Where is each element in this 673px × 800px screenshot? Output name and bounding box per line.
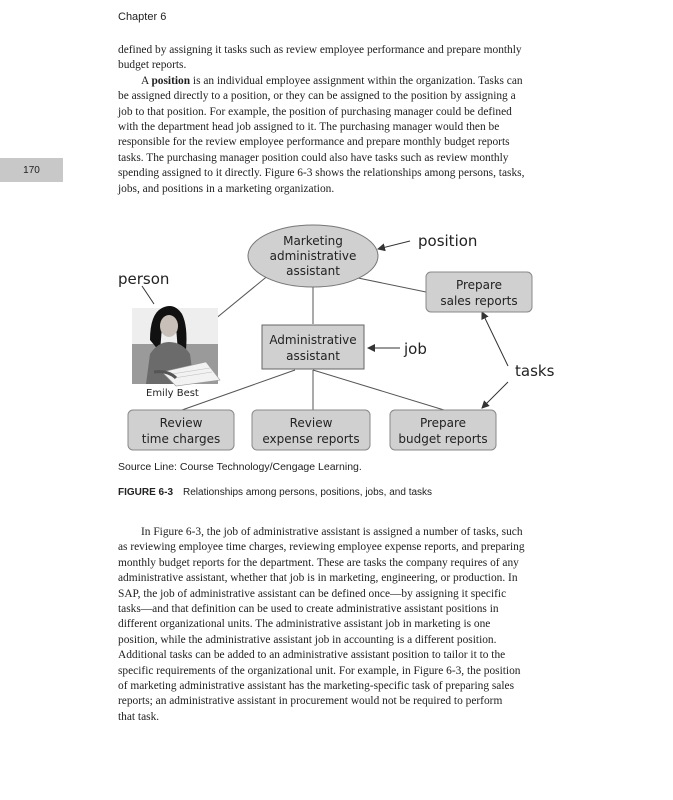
job-node-line: assistant <box>286 349 340 363</box>
text-line: as reviewing employee time charges, reviewing employee expense reports, and preparing <box>118 541 525 554</box>
text-line: job to that position. For example, the position of purchasing manager could be defined <box>118 105 512 118</box>
text-line: reports; an administrative assistant in procurement would not be required to perform <box>118 695 503 708</box>
position-node-line: assistant <box>286 264 340 278</box>
text-line: specific requirements of the organizational unit. For example, in Figure 6-3, the position <box>118 664 521 677</box>
link-position-sales <box>358 278 426 292</box>
task-line: sales reports <box>440 294 518 308</box>
task-line: expense reports <box>262 432 360 446</box>
position-node <box>248 225 378 287</box>
task-line: Prepare <box>455 278 503 292</box>
chapter-header: Chapter 6 <box>118 11 167 23</box>
text-line: defined by assigning it tasks such as review employee performance and prepare monthly <box>118 44 522 56</box>
task-prepare-budget-reports <box>390 410 496 450</box>
figure-caption <box>118 487 432 498</box>
text-line: responsible for the review employee performance and prepare monthly budget reports <box>118 136 510 149</box>
text-line: budget reports. <box>118 59 187 72</box>
job-node <box>262 325 364 369</box>
task-line: Review <box>159 416 203 430</box>
figure-6-3-diagram <box>110 222 560 462</box>
position-arrow <box>378 241 410 249</box>
text-line: monthly budget reports for the department. These are tasks the company requires of any <box>118 556 519 569</box>
text-line: tasks—and that definition can be used to create administrative assistant positions in <box>118 603 499 616</box>
figure-caption-text: Relationships among persons, positions, jobs, and tasks <box>183 487 433 498</box>
text-line: different organizational units. The administrative assistant job in marketing is one <box>118 618 491 631</box>
text-line: SAP, the job of administrative assistant can be defined once—by assigning it specific <box>118 587 507 600</box>
task-line: Prepare <box>419 416 467 430</box>
task-review-expense-reports <box>252 410 370 450</box>
body-paragraph-top <box>118 43 603 197</box>
text-line: A position is an individual employee assignment within the organization. Tasks can <box>141 74 523 87</box>
source-line: Source Line: Course Technology/Cengage Learning. <box>118 461 362 473</box>
text-line: position, while the administrative assistant job in accounting is a different position. <box>118 633 497 646</box>
position-node-line: administrative <box>269 249 357 263</box>
page-number: 170 <box>23 164 40 176</box>
text-line: that task. <box>118 710 160 723</box>
page-number-tab <box>0 158 63 182</box>
task-review-time-charges <box>128 410 234 450</box>
job-label: job <box>404 340 427 358</box>
task-prepare-sales-reports <box>426 272 532 312</box>
task-line: time charges <box>141 432 221 446</box>
text-line: Additional tasks can be added to an administrative assistant position to tailor it to the <box>118 649 506 662</box>
person-illustration <box>132 306 220 386</box>
person-name: Emily Best <box>146 388 199 399</box>
tasks-arrow <box>482 312 508 366</box>
task-line: budget reports <box>398 432 488 446</box>
text-line: be assigned directly to a position, or they can be assigned to the position by assigning a <box>118 90 516 103</box>
text-line: tasks. The purchasing manager position could also have tasks such as review monthly <box>118 151 509 164</box>
task-line: Review <box>289 416 333 430</box>
text-line: In Figure 6-3, the job of administrative assistant is assigned a number of tasks, such <box>141 526 523 538</box>
text-line: spending assigned to it directly. Figure 6-3 shows the relationships among persons, tasks, <box>118 167 525 180</box>
job-node-line: Administrative <box>269 333 357 347</box>
position-node-line: Marketing <box>283 234 343 248</box>
term-position: position <box>151 74 191 87</box>
person-label: person <box>118 270 170 288</box>
link-job-budget <box>313 370 444 410</box>
text-line: administrative assistant, whether that job is in marketing, engineering, or production. In <box>118 572 518 585</box>
tasks-arrow-lower <box>482 382 508 408</box>
text-line: of marketing administrative assistant has the marketing-specific task of preparing sales <box>118 680 515 693</box>
text-line: with the department head job assigned to it. The purchasing manager would then be <box>118 121 500 134</box>
figure-label: FIGURE 6-3 <box>118 487 174 498</box>
body-paragraph-bottom <box>118 525 603 725</box>
tasks-label: tasks <box>515 362 555 380</box>
position-label: position <box>418 232 478 250</box>
text-line: jobs, and positions in a marketing organization. <box>118 182 335 195</box>
person-arrow <box>142 286 154 304</box>
